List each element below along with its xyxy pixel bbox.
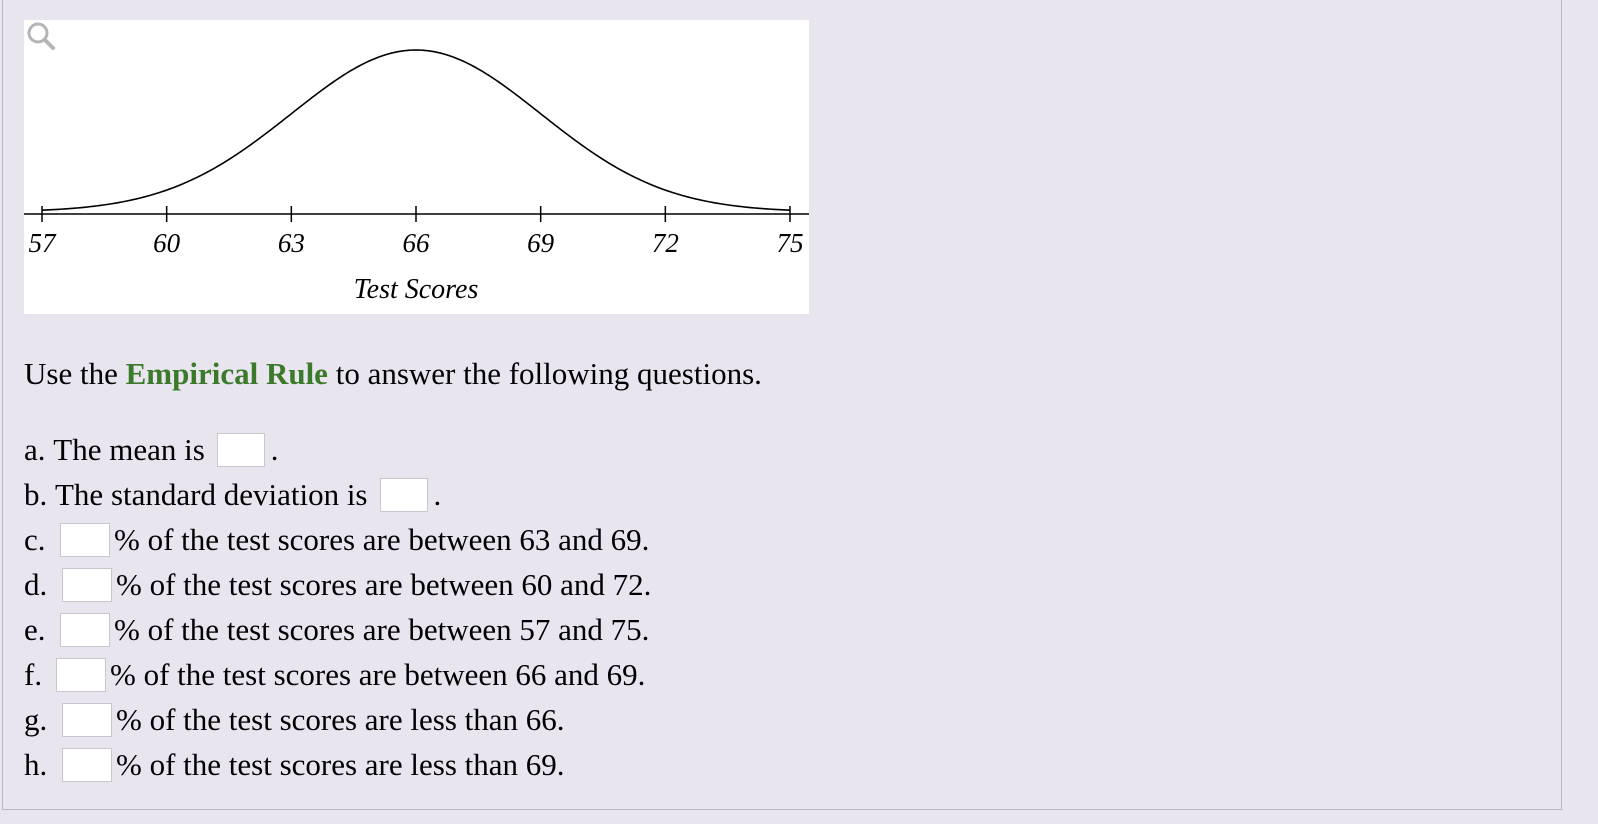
question-text: % of the test scores are between 66 and 69. bbox=[110, 657, 646, 692]
question-letter: h. bbox=[24, 747, 48, 782]
x-tick-label: 72 bbox=[651, 228, 679, 258]
x-axis-title: Test Scores bbox=[353, 274, 479, 305]
question-letter: g. bbox=[24, 702, 48, 737]
question-text: % of the test scores are less than 66. bbox=[116, 702, 565, 737]
question-text: % of the test scores are between 60 and 72. bbox=[116, 567, 652, 602]
question-c bbox=[24, 520, 649, 560]
normal-curve bbox=[42, 50, 790, 210]
question-letter: f. bbox=[24, 657, 43, 692]
question-a bbox=[24, 430, 279, 470]
percent-answer-input[interactable] bbox=[62, 568, 112, 602]
question-letter: e. bbox=[24, 612, 46, 647]
x-tick-label: 75 bbox=[776, 228, 804, 258]
x-tick-label: 60 bbox=[153, 228, 181, 258]
question-letter: b. bbox=[24, 477, 48, 512]
std-dev-answer-input[interactable] bbox=[380, 478, 428, 512]
graph-svg bbox=[24, 20, 809, 314]
percent-answer-input[interactable] bbox=[56, 658, 106, 692]
question-text: % of the test scores are between 57 and 75. bbox=[114, 612, 650, 647]
question-letter: a. bbox=[24, 432, 46, 467]
question-text: % of the test scores are between 63 and 69. bbox=[114, 522, 650, 557]
question-end: . bbox=[433, 477, 442, 512]
percent-answer-input[interactable] bbox=[62, 703, 112, 737]
normal-curve-graph bbox=[24, 20, 809, 314]
instructions-text bbox=[24, 356, 762, 392]
magnifier-icon[interactable] bbox=[24, 20, 58, 54]
x-tick-label: 57 bbox=[28, 228, 56, 258]
question-b bbox=[24, 475, 441, 515]
instructions-before: Use the bbox=[24, 356, 118, 391]
question-d bbox=[24, 565, 651, 605]
mean-answer-input[interactable] bbox=[217, 433, 265, 467]
empirical-rule-link[interactable]: Empirical Rule bbox=[125, 356, 328, 391]
question-e bbox=[24, 610, 649, 650]
x-tick-label: 63 bbox=[277, 228, 305, 258]
instructions-after: to answer the following questions. bbox=[335, 356, 762, 391]
percent-answer-input[interactable] bbox=[60, 523, 110, 557]
question-g bbox=[24, 700, 565, 740]
question-text: The standard deviation is bbox=[55, 477, 368, 512]
x-tick-label: 69 bbox=[527, 228, 555, 258]
question-h bbox=[24, 745, 565, 785]
x-tick-label: 66 bbox=[402, 228, 430, 258]
question-letter: c. bbox=[24, 522, 46, 557]
question-end: . bbox=[270, 432, 279, 467]
question-text: The mean is bbox=[53, 432, 205, 467]
question-f bbox=[24, 655, 645, 695]
percent-answer-input[interactable] bbox=[62, 748, 112, 782]
question-text: % of the test scores are less than 69. bbox=[116, 747, 565, 782]
question-letter: d. bbox=[24, 567, 48, 602]
percent-answer-input[interactable] bbox=[60, 613, 110, 647]
